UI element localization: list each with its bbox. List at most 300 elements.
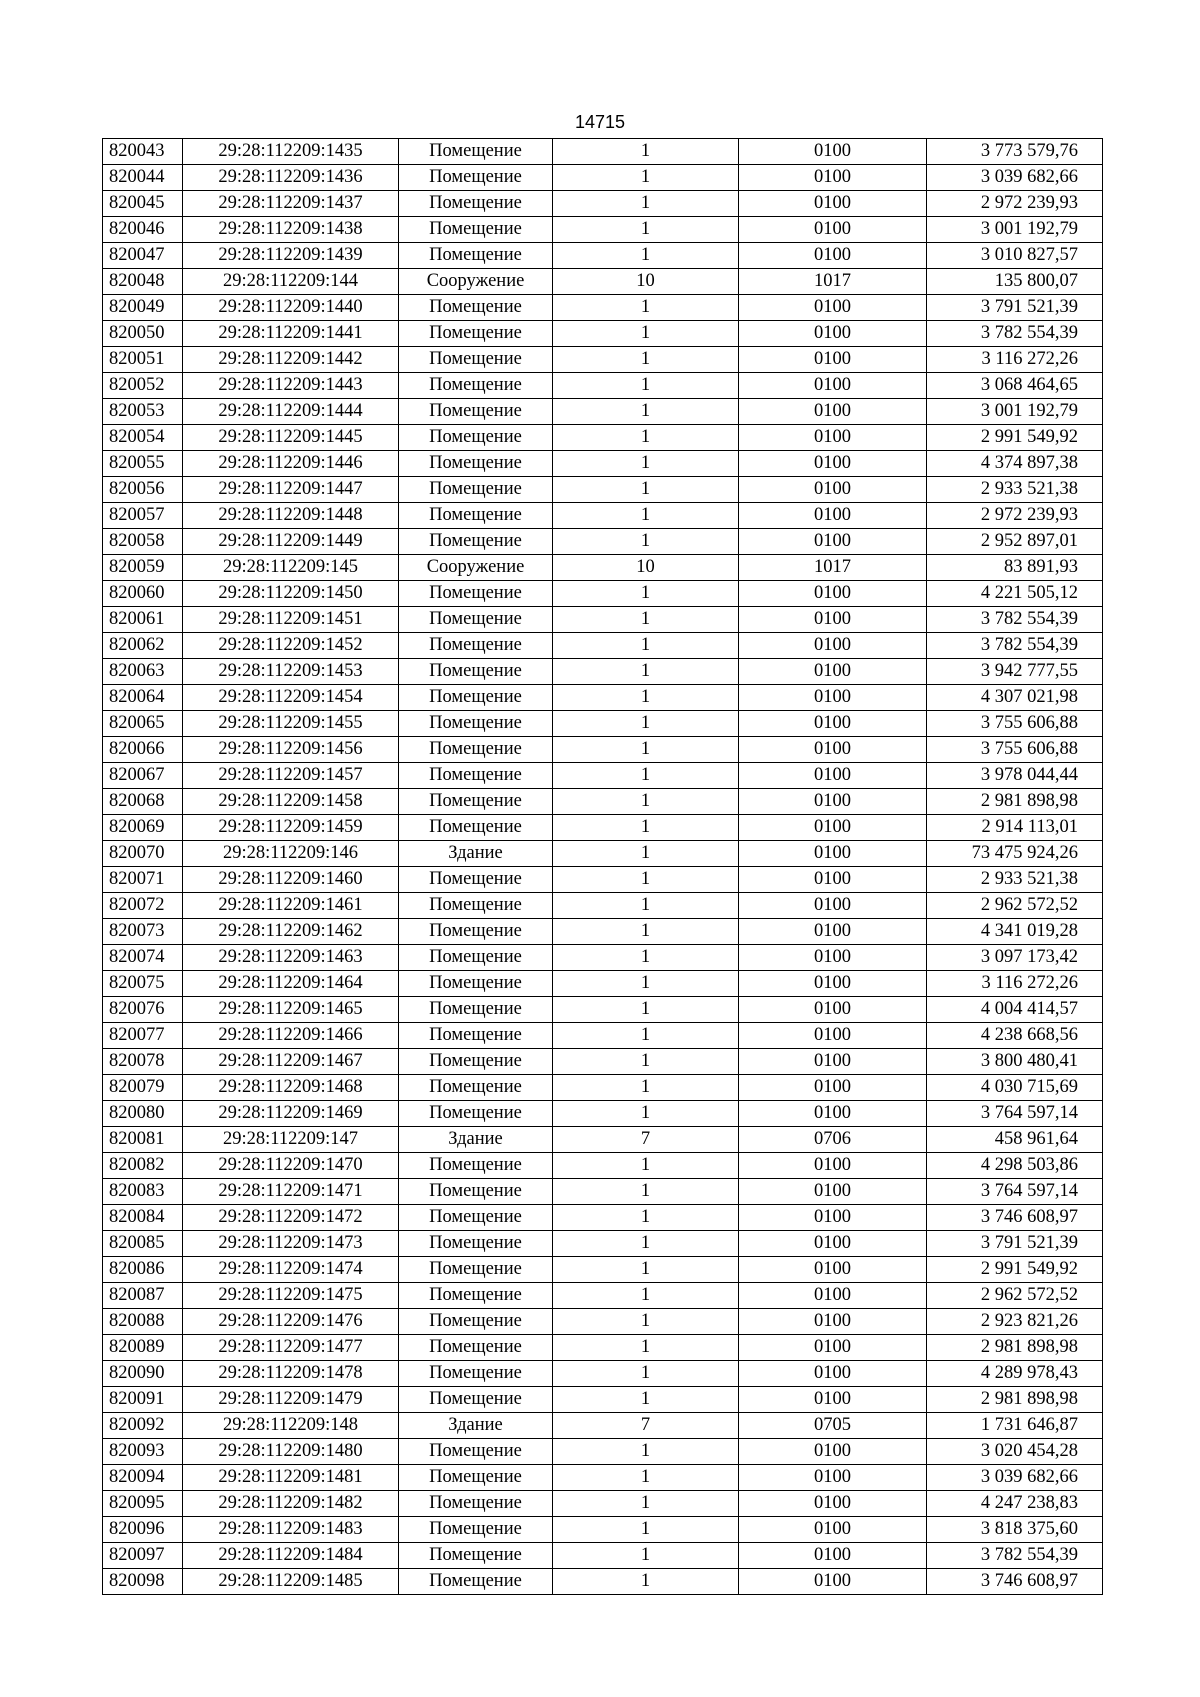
code-cell: 0100 bbox=[739, 373, 927, 399]
cadastral-number-cell: 29:28:112209:1458 bbox=[183, 789, 399, 815]
cadastral-number-cell: 29:28:112209:1468 bbox=[183, 1075, 399, 1101]
group-cell: 1 bbox=[553, 685, 739, 711]
cadastral-number-cell: 29:28:112209:1462 bbox=[183, 919, 399, 945]
cadastral-value-cell: 3 001 192,79 bbox=[927, 217, 1103, 243]
row-number-cell: 820086 bbox=[103, 1257, 183, 1283]
code-cell: 0100 bbox=[739, 1179, 927, 1205]
cadastral-number-cell: 29:28:112209:1436 bbox=[183, 165, 399, 191]
group-cell: 1 bbox=[553, 217, 739, 243]
row-number-cell: 820078 bbox=[103, 1049, 183, 1075]
row-number-cell: 820063 bbox=[103, 659, 183, 685]
group-cell: 1 bbox=[553, 1101, 739, 1127]
cadastral-value-cell: 458 961,64 bbox=[927, 1127, 1103, 1153]
cadastral-number-cell: 29:28:112209:1477 bbox=[183, 1335, 399, 1361]
cadastral-value-cell: 4 247 238,83 bbox=[927, 1491, 1103, 1517]
cadastral-value-cell: 3 978 044,44 bbox=[927, 763, 1103, 789]
row-number-cell: 820071 bbox=[103, 867, 183, 893]
object-type-cell: Помещение bbox=[399, 191, 553, 217]
object-type-cell: Помещение bbox=[399, 919, 553, 945]
cadastral-value-cell: 3 116 272,26 bbox=[927, 971, 1103, 997]
cadastral-value-cell: 3 773 579,76 bbox=[927, 139, 1103, 165]
code-cell: 0100 bbox=[739, 607, 927, 633]
cadastral-number-cell: 29:28:112209:1447 bbox=[183, 477, 399, 503]
code-cell: 0100 bbox=[739, 1205, 927, 1231]
row-number-cell: 820089 bbox=[103, 1335, 183, 1361]
cadastral-value-cell: 4 289 978,43 bbox=[927, 1361, 1103, 1387]
table-row bbox=[103, 893, 1103, 919]
cadastral-number-cell: 29:28:112209:1450 bbox=[183, 581, 399, 607]
group-cell: 1 bbox=[553, 1153, 739, 1179]
cadastral-value-cell: 3 782 554,39 bbox=[927, 607, 1103, 633]
code-cell: 1017 bbox=[739, 269, 927, 295]
object-type-cell: Помещение bbox=[399, 321, 553, 347]
table-row bbox=[103, 1075, 1103, 1101]
row-number-cell: 820080 bbox=[103, 1101, 183, 1127]
table-row bbox=[103, 451, 1103, 477]
cadastral-number-cell: 29:28:112209:1453 bbox=[183, 659, 399, 685]
table-row bbox=[103, 1387, 1103, 1413]
cadastral-value-cell: 3 800 480,41 bbox=[927, 1049, 1103, 1075]
code-cell: 0100 bbox=[739, 1101, 927, 1127]
code-cell: 0100 bbox=[739, 919, 927, 945]
code-cell: 0100 bbox=[739, 1335, 927, 1361]
group-cell: 1 bbox=[553, 451, 739, 477]
table-row bbox=[103, 1439, 1103, 1465]
cadastral-number-cell: 29:28:112209:1446 bbox=[183, 451, 399, 477]
table-row bbox=[103, 555, 1103, 581]
object-type-cell: Помещение bbox=[399, 1465, 553, 1491]
row-number-cell: 820085 bbox=[103, 1231, 183, 1257]
group-cell: 10 bbox=[553, 269, 739, 295]
code-cell: 0100 bbox=[739, 1049, 927, 1075]
object-type-cell: Здание bbox=[399, 1127, 553, 1153]
table-row bbox=[103, 529, 1103, 555]
code-cell: 0706 bbox=[739, 1127, 927, 1153]
cadastral-number-cell: 29:28:112209:145 bbox=[183, 555, 399, 581]
row-number-cell: 820069 bbox=[103, 815, 183, 841]
row-number-cell: 820058 bbox=[103, 529, 183, 555]
cadastral-number-cell: 29:28:112209:1461 bbox=[183, 893, 399, 919]
cadastral-value-cell: 135 800,07 bbox=[927, 269, 1103, 295]
row-number-cell: 820093 bbox=[103, 1439, 183, 1465]
code-cell: 0100 bbox=[739, 1491, 927, 1517]
object-type-cell: Помещение bbox=[399, 373, 553, 399]
cadastral-number-cell: 29:28:112209:1454 bbox=[183, 685, 399, 711]
object-type-cell: Помещение bbox=[399, 763, 553, 789]
group-cell: 1 bbox=[553, 399, 739, 425]
table-row bbox=[103, 269, 1103, 295]
cadastral-number-cell: 29:28:112209:1460 bbox=[183, 867, 399, 893]
group-cell: 1 bbox=[553, 997, 739, 1023]
row-number-cell: 820051 bbox=[103, 347, 183, 373]
page-number: 14715 bbox=[574, 112, 626, 132]
group-cell: 1 bbox=[553, 1517, 739, 1543]
table-row bbox=[103, 841, 1103, 867]
object-type-cell: Помещение bbox=[399, 1049, 553, 1075]
cadastral-number-cell: 29:28:112209:1457 bbox=[183, 763, 399, 789]
row-number-cell: 820073 bbox=[103, 919, 183, 945]
cadastral-number-cell: 29:28:112209:1455 bbox=[183, 711, 399, 737]
object-type-cell: Помещение bbox=[399, 399, 553, 425]
table-row bbox=[103, 165, 1103, 191]
group-cell: 1 bbox=[553, 737, 739, 763]
group-cell: 1 bbox=[553, 1543, 739, 1569]
code-cell: 0100 bbox=[739, 893, 927, 919]
object-type-cell: Помещение bbox=[399, 1543, 553, 1569]
object-type-cell: Помещение bbox=[399, 217, 553, 243]
code-cell: 0100 bbox=[739, 1257, 927, 1283]
object-type-cell: Помещение bbox=[399, 971, 553, 997]
group-cell: 1 bbox=[553, 633, 739, 659]
group-cell: 1 bbox=[553, 243, 739, 269]
row-number-cell: 820065 bbox=[103, 711, 183, 737]
object-type-cell: Помещение bbox=[399, 711, 553, 737]
object-type-cell: Помещение bbox=[399, 1101, 553, 1127]
object-type-cell: Здание bbox=[399, 1413, 553, 1439]
row-number-cell: 820091 bbox=[103, 1387, 183, 1413]
cadastre-value-table bbox=[102, 138, 1103, 1595]
group-cell: 1 bbox=[553, 1257, 739, 1283]
code-cell: 0100 bbox=[739, 737, 927, 763]
table-row bbox=[103, 997, 1103, 1023]
code-cell: 0100 bbox=[739, 1309, 927, 1335]
cadastral-value-cell: 3 782 554,39 bbox=[927, 321, 1103, 347]
code-cell: 0100 bbox=[739, 633, 927, 659]
table-row bbox=[103, 1153, 1103, 1179]
group-cell: 1 bbox=[553, 165, 739, 191]
row-number-cell: 820075 bbox=[103, 971, 183, 997]
group-cell: 1 bbox=[553, 1491, 739, 1517]
row-number-cell: 820088 bbox=[103, 1309, 183, 1335]
cadastral-value-cell: 2 981 898,98 bbox=[927, 1335, 1103, 1361]
code-cell: 0100 bbox=[739, 815, 927, 841]
cadastral-value-cell: 2 991 549,92 bbox=[927, 1257, 1103, 1283]
table-row bbox=[103, 217, 1103, 243]
row-number-cell: 820090 bbox=[103, 1361, 183, 1387]
object-type-cell: Помещение bbox=[399, 1179, 553, 1205]
table-row bbox=[103, 1569, 1103, 1595]
object-type-cell: Помещение bbox=[399, 1309, 553, 1335]
row-number-cell: 820053 bbox=[103, 399, 183, 425]
table-row bbox=[103, 815, 1103, 841]
cadastral-number-cell: 29:28:112209:1438 bbox=[183, 217, 399, 243]
code-cell: 0100 bbox=[739, 1023, 927, 1049]
code-cell: 0100 bbox=[739, 1153, 927, 1179]
group-cell: 1 bbox=[553, 1361, 739, 1387]
code-cell: 0100 bbox=[739, 217, 927, 243]
cadastral-number-cell: 29:28:112209:1482 bbox=[183, 1491, 399, 1517]
object-type-cell: Помещение bbox=[399, 165, 553, 191]
cadastral-value-cell: 3 020 454,28 bbox=[927, 1439, 1103, 1465]
table-row bbox=[103, 1361, 1103, 1387]
row-number-cell: 820068 bbox=[103, 789, 183, 815]
table-row bbox=[103, 711, 1103, 737]
table-row bbox=[103, 1335, 1103, 1361]
table-row bbox=[103, 1231, 1103, 1257]
object-type-cell: Помещение bbox=[399, 477, 553, 503]
cadastral-number-cell: 29:28:112209:1435 bbox=[183, 139, 399, 165]
cadastral-value-cell: 3 782 554,39 bbox=[927, 1543, 1103, 1569]
code-cell: 0100 bbox=[739, 789, 927, 815]
row-number-cell: 820057 bbox=[103, 503, 183, 529]
cadastral-value-cell: 3 116 272,26 bbox=[927, 347, 1103, 373]
cadastral-value-cell: 2 972 239,93 bbox=[927, 191, 1103, 217]
group-cell: 1 bbox=[553, 529, 739, 555]
row-number-cell: 820064 bbox=[103, 685, 183, 711]
cadastral-number-cell: 29:28:112209:1480 bbox=[183, 1439, 399, 1465]
cadastral-value-cell: 4 341 019,28 bbox=[927, 919, 1103, 945]
group-cell: 1 bbox=[553, 971, 739, 997]
row-number-cell: 820045 bbox=[103, 191, 183, 217]
table-body bbox=[103, 139, 1103, 1595]
code-cell: 0100 bbox=[739, 1231, 927, 1257]
cadastral-number-cell: 29:28:112209:1473 bbox=[183, 1231, 399, 1257]
object-type-cell: Помещение bbox=[399, 1205, 553, 1231]
table-row bbox=[103, 919, 1103, 945]
group-cell: 1 bbox=[553, 789, 739, 815]
cadastral-number-cell: 29:28:112209:1483 bbox=[183, 1517, 399, 1543]
cadastral-number-cell: 29:28:112209:1441 bbox=[183, 321, 399, 347]
table-row bbox=[103, 425, 1103, 451]
cadastral-value-cell: 2 972 239,93 bbox=[927, 503, 1103, 529]
group-cell: 1 bbox=[553, 1387, 739, 1413]
table-row bbox=[103, 1127, 1103, 1153]
object-type-cell: Помещение bbox=[399, 425, 553, 451]
cadastral-number-cell: 29:28:112209:1465 bbox=[183, 997, 399, 1023]
code-cell: 1017 bbox=[739, 555, 927, 581]
table-row bbox=[103, 607, 1103, 633]
table-row bbox=[103, 1283, 1103, 1309]
code-cell: 0705 bbox=[739, 1413, 927, 1439]
cadastral-number-cell: 29:28:112209:1474 bbox=[183, 1257, 399, 1283]
code-cell: 0100 bbox=[739, 529, 927, 555]
table-row bbox=[103, 503, 1103, 529]
table-row bbox=[103, 1257, 1103, 1283]
table-row bbox=[103, 1309, 1103, 1335]
cadastral-value-cell: 3 755 606,88 bbox=[927, 711, 1103, 737]
cadastral-value-cell: 2 933 521,38 bbox=[927, 867, 1103, 893]
group-cell: 1 bbox=[553, 815, 739, 841]
table-row bbox=[103, 1101, 1103, 1127]
row-number-cell: 820067 bbox=[103, 763, 183, 789]
object-type-cell: Помещение bbox=[399, 997, 553, 1023]
cadastral-value-cell: 73 475 924,26 bbox=[927, 841, 1103, 867]
cadastral-value-cell: 2 962 572,52 bbox=[927, 1283, 1103, 1309]
row-number-cell: 820049 bbox=[103, 295, 183, 321]
table-row bbox=[103, 1413, 1103, 1439]
group-cell: 1 bbox=[553, 321, 739, 347]
table-row bbox=[103, 633, 1103, 659]
cadastral-number-cell: 29:28:112209:1445 bbox=[183, 425, 399, 451]
object-type-cell: Помещение bbox=[399, 685, 553, 711]
cadastral-number-cell: 29:28:112209:1437 bbox=[183, 191, 399, 217]
code-cell: 0100 bbox=[739, 685, 927, 711]
cadastral-value-cell: 4 374 897,38 bbox=[927, 451, 1103, 477]
code-cell: 0100 bbox=[739, 997, 927, 1023]
cadastral-value-cell: 3 068 464,65 bbox=[927, 373, 1103, 399]
row-number-cell: 820052 bbox=[103, 373, 183, 399]
table-row bbox=[103, 477, 1103, 503]
code-cell: 0100 bbox=[739, 763, 927, 789]
cadastral-value-cell: 2 933 521,38 bbox=[927, 477, 1103, 503]
cadastral-value-cell: 3 755 606,88 bbox=[927, 737, 1103, 763]
code-cell: 0100 bbox=[739, 477, 927, 503]
row-number-cell: 820074 bbox=[103, 945, 183, 971]
cadastral-number-cell: 29:28:112209:1459 bbox=[183, 815, 399, 841]
cadastral-number-cell: 29:28:112209:1475 bbox=[183, 1283, 399, 1309]
table-row bbox=[103, 191, 1103, 217]
row-number-cell: 820081 bbox=[103, 1127, 183, 1153]
object-type-cell: Помещение bbox=[399, 1231, 553, 1257]
table-row bbox=[103, 581, 1103, 607]
cadastral-value-cell: 4 030 715,69 bbox=[927, 1075, 1103, 1101]
cadastral-value-cell: 3 746 608,97 bbox=[927, 1205, 1103, 1231]
code-cell: 0100 bbox=[739, 1387, 927, 1413]
code-cell: 0100 bbox=[739, 711, 927, 737]
object-type-cell: Помещение bbox=[399, 789, 553, 815]
row-number-cell: 820092 bbox=[103, 1413, 183, 1439]
row-number-cell: 820084 bbox=[103, 1205, 183, 1231]
row-number-cell: 820054 bbox=[103, 425, 183, 451]
group-cell: 1 bbox=[553, 1205, 739, 1231]
table-row bbox=[103, 1517, 1103, 1543]
code-cell: 0100 bbox=[739, 191, 927, 217]
cadastral-value-cell: 3 791 521,39 bbox=[927, 295, 1103, 321]
table-row bbox=[103, 1179, 1103, 1205]
code-cell: 0100 bbox=[739, 503, 927, 529]
cadastral-number-cell: 29:28:112209:1476 bbox=[183, 1309, 399, 1335]
code-cell: 0100 bbox=[739, 581, 927, 607]
code-cell: 0100 bbox=[739, 425, 927, 451]
object-type-cell: Помещение bbox=[399, 1491, 553, 1517]
group-cell: 1 bbox=[553, 1023, 739, 1049]
cadastral-value-cell: 3 764 597,14 bbox=[927, 1101, 1103, 1127]
group-cell: 1 bbox=[553, 425, 739, 451]
group-cell: 1 bbox=[553, 763, 739, 789]
row-number-cell: 820072 bbox=[103, 893, 183, 919]
row-number-cell: 820082 bbox=[103, 1153, 183, 1179]
cadastral-value-cell: 2 962 572,52 bbox=[927, 893, 1103, 919]
table-row bbox=[103, 321, 1103, 347]
group-cell: 1 bbox=[553, 295, 739, 321]
group-cell: 1 bbox=[553, 1309, 739, 1335]
cadastral-value-cell: 2 981 898,98 bbox=[927, 789, 1103, 815]
cadastral-value-cell: 3 818 375,60 bbox=[927, 1517, 1103, 1543]
cadastral-value-cell: 2 914 113,01 bbox=[927, 815, 1103, 841]
cadastral-number-cell: 29:28:112209:1440 bbox=[183, 295, 399, 321]
table-row bbox=[103, 1491, 1103, 1517]
cadastral-number-cell: 29:28:112209:1449 bbox=[183, 529, 399, 555]
cadastral-value-cell: 4 238 668,56 bbox=[927, 1023, 1103, 1049]
object-type-cell: Помещение bbox=[399, 1283, 553, 1309]
row-number-cell: 820056 bbox=[103, 477, 183, 503]
row-number-cell: 820062 bbox=[103, 633, 183, 659]
row-number-cell: 820050 bbox=[103, 321, 183, 347]
table-row bbox=[103, 1205, 1103, 1231]
cadastral-value-cell: 2 981 898,98 bbox=[927, 1387, 1103, 1413]
row-number-cell: 820083 bbox=[103, 1179, 183, 1205]
group-cell: 1 bbox=[553, 945, 739, 971]
group-cell: 1 bbox=[553, 347, 739, 373]
cadastral-number-cell: 29:28:112209:1439 bbox=[183, 243, 399, 269]
table-row bbox=[103, 373, 1103, 399]
cadastral-value-cell: 4 221 505,12 bbox=[927, 581, 1103, 607]
group-cell: 1 bbox=[553, 503, 739, 529]
code-cell: 0100 bbox=[739, 1569, 927, 1595]
cadastral-value-cell: 3 782 554,39 bbox=[927, 633, 1103, 659]
row-number-cell: 820087 bbox=[103, 1283, 183, 1309]
object-type-cell: Помещение bbox=[399, 503, 553, 529]
code-cell: 0100 bbox=[739, 165, 927, 191]
group-cell: 1 bbox=[553, 919, 739, 945]
cadastral-value-cell: 1 731 646,87 bbox=[927, 1413, 1103, 1439]
code-cell: 0100 bbox=[739, 1283, 927, 1309]
object-type-cell: Сооружение bbox=[399, 555, 553, 581]
group-cell: 1 bbox=[553, 1231, 739, 1257]
table-row bbox=[103, 867, 1103, 893]
object-type-cell: Помещение bbox=[399, 529, 553, 555]
group-cell: 1 bbox=[553, 1075, 739, 1101]
row-number-cell: 820055 bbox=[103, 451, 183, 477]
cadastral-value-cell: 3 010 827,57 bbox=[927, 243, 1103, 269]
cadastral-value-cell: 3 039 682,66 bbox=[927, 165, 1103, 191]
code-cell: 0100 bbox=[739, 295, 927, 321]
group-cell: 1 bbox=[553, 373, 739, 399]
cadastral-number-cell: 29:28:112209:1481 bbox=[183, 1465, 399, 1491]
object-type-cell: Сооружение bbox=[399, 269, 553, 295]
cadastral-value-cell: 2 991 549,92 bbox=[927, 425, 1103, 451]
object-type-cell: Помещение bbox=[399, 295, 553, 321]
cadastral-number-cell: 29:28:112209:147 bbox=[183, 1127, 399, 1153]
cadastral-number-cell: 29:28:112209:146 bbox=[183, 841, 399, 867]
group-cell: 1 bbox=[553, 139, 739, 165]
cadastral-value-cell: 4 004 414,57 bbox=[927, 997, 1103, 1023]
row-number-cell: 820060 bbox=[103, 581, 183, 607]
group-cell: 10 bbox=[553, 555, 739, 581]
cadastral-number-cell: 29:28:112209:1470 bbox=[183, 1153, 399, 1179]
group-cell: 1 bbox=[553, 659, 739, 685]
row-number-cell: 820097 bbox=[103, 1543, 183, 1569]
group-cell: 1 bbox=[553, 1335, 739, 1361]
cadastral-value-cell: 3 791 521,39 bbox=[927, 1231, 1103, 1257]
group-cell: 7 bbox=[553, 1413, 739, 1439]
code-cell: 0100 bbox=[739, 945, 927, 971]
row-number-cell: 820044 bbox=[103, 165, 183, 191]
cadastral-number-cell: 29:28:112209:1442 bbox=[183, 347, 399, 373]
code-cell: 0100 bbox=[739, 841, 927, 867]
cadastral-value-cell: 3 746 608,97 bbox=[927, 1569, 1103, 1595]
cadastral-number-cell: 29:28:112209:1448 bbox=[183, 503, 399, 529]
cadastral-number-cell: 29:28:112209:1479 bbox=[183, 1387, 399, 1413]
cadastral-number-cell: 29:28:112209:1484 bbox=[183, 1543, 399, 1569]
group-cell: 1 bbox=[553, 711, 739, 737]
object-type-cell: Помещение bbox=[399, 243, 553, 269]
code-cell: 0100 bbox=[739, 321, 927, 347]
table-row bbox=[103, 1049, 1103, 1075]
table-row bbox=[103, 763, 1103, 789]
code-cell: 0100 bbox=[739, 243, 927, 269]
object-type-cell: Помещение bbox=[399, 607, 553, 633]
group-cell: 1 bbox=[553, 607, 739, 633]
cadastral-value-cell: 3 039 682,66 bbox=[927, 1465, 1103, 1491]
row-number-cell: 820046 bbox=[103, 217, 183, 243]
object-type-cell: Помещение bbox=[399, 1387, 553, 1413]
row-number-cell: 820098 bbox=[103, 1569, 183, 1595]
code-cell: 0100 bbox=[739, 399, 927, 425]
object-type-cell: Помещение bbox=[399, 867, 553, 893]
row-number-cell: 820070 bbox=[103, 841, 183, 867]
group-cell: 1 bbox=[553, 1283, 739, 1309]
